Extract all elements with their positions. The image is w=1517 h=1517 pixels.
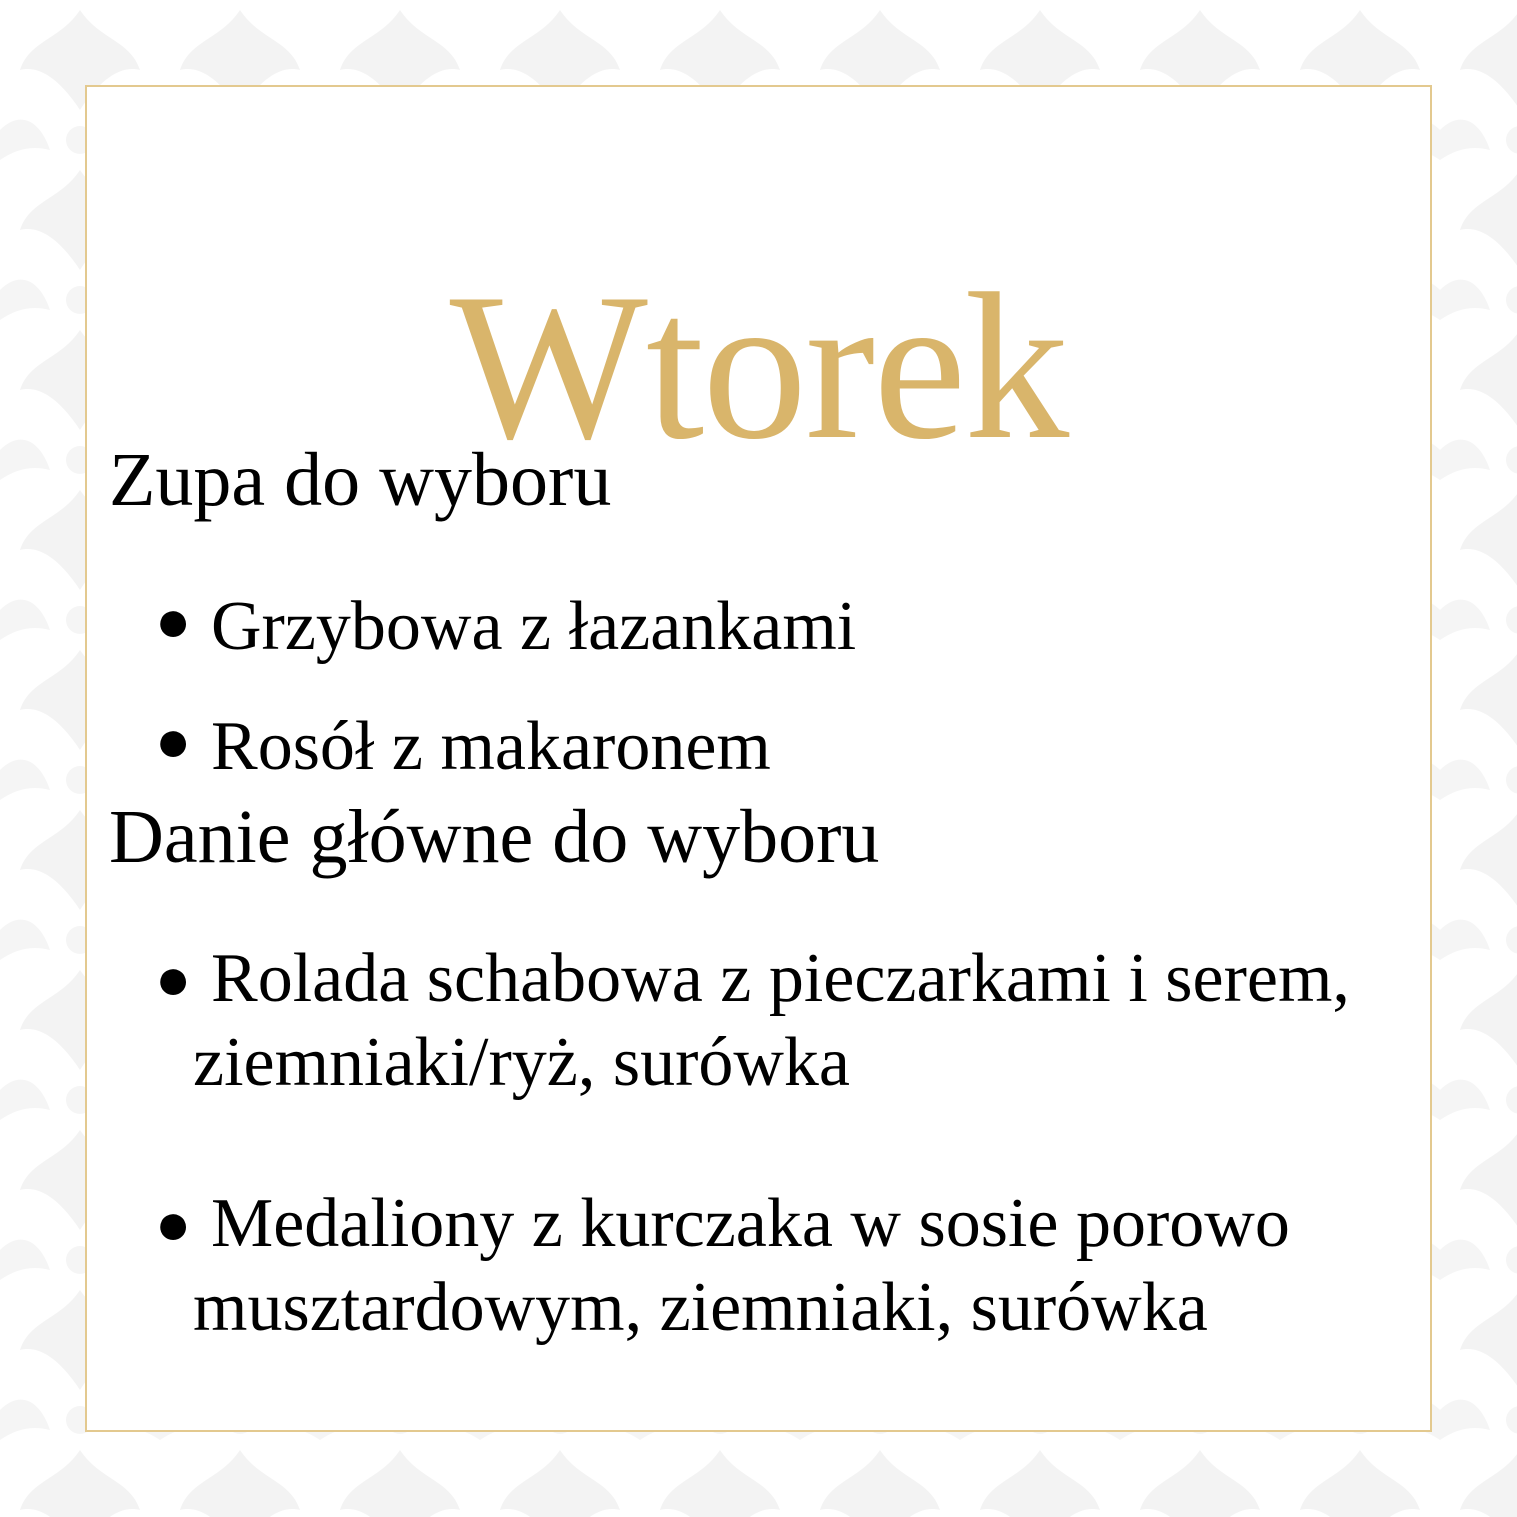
main-course-section-heading: Danie główne do wyboru <box>109 795 880 879</box>
bullet-icon: ● <box>155 588 192 654</box>
main-item-1-line-2: ziemniaki/ryż, surówka <box>193 1024 851 1101</box>
bullet-icon: ● <box>155 946 192 1012</box>
list-item <box>155 699 771 789</box>
list-item <box>155 937 1350 1105</box>
main-item-2-line-2: musztardowym, ziemniaki, surówka <box>193 1269 1208 1346</box>
main-item-1-line-1: Rolada schabowa z pieczarkami i serem, <box>211 940 1350 1017</box>
list-item <box>155 1182 1290 1350</box>
list-item <box>155 579 856 669</box>
bullet-icon: ● <box>155 1191 192 1257</box>
soup-item-2: Rosół z makaronem <box>211 708 771 785</box>
soup-section-heading: Zupa do wyboru <box>109 438 612 522</box>
day-title: Wtorek <box>449 251 1068 483</box>
menu-frame <box>85 85 1432 1432</box>
main-item-2-line-1: Medaliony z kurczaka w sosie porowo <box>211 1185 1290 1262</box>
bullet-icon: ● <box>155 708 192 774</box>
soup-item-1: Grzybowa z łazankami <box>211 588 857 665</box>
